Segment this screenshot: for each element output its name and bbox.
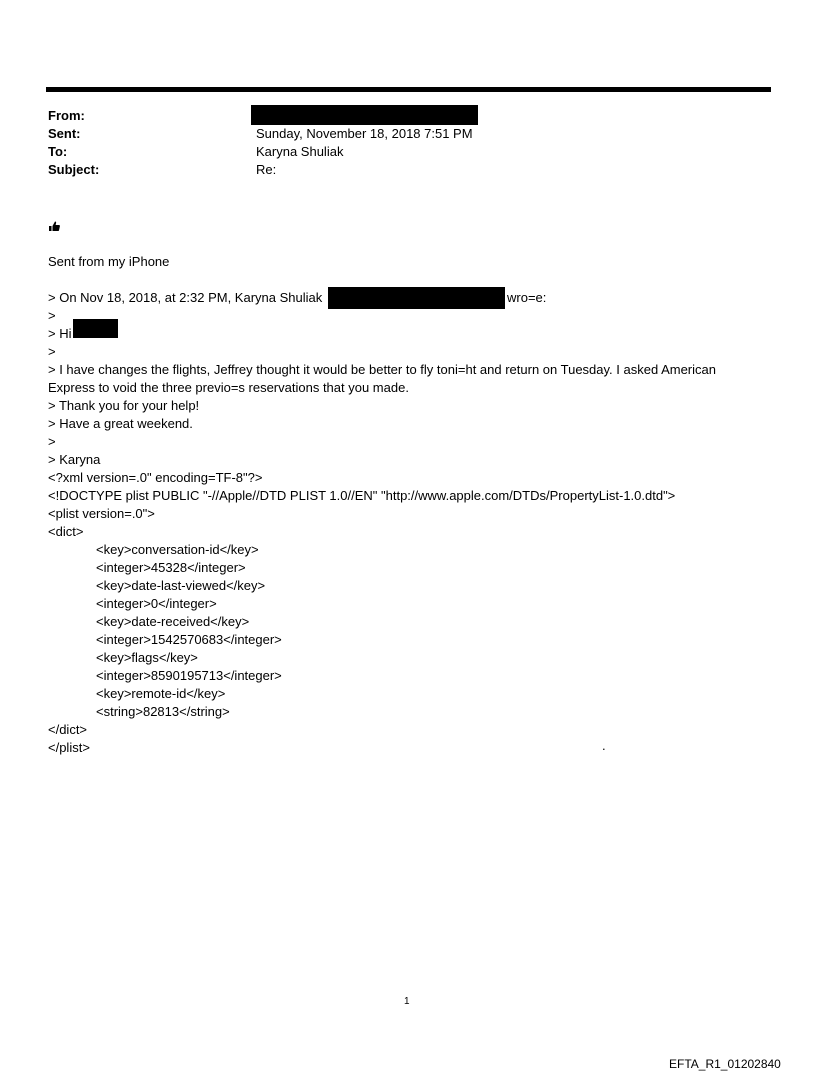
dict-close: </dict>: [48, 722, 88, 737]
dict-line: <key>date-received</key>: [96, 614, 250, 629]
quote-on-line: > On Nov 18, 2018, at 2:32 PM, Karyna Shuliak: [48, 290, 323, 305]
subject-label: Subject:: [48, 162, 100, 177]
to-value: Karyna Shuliak: [256, 144, 344, 159]
quote-hi: > Hi: [48, 326, 72, 341]
plist-close: </plist>: [48, 740, 90, 755]
quote-thanks: > Thank you for your help!: [48, 398, 200, 413]
email-redaction: [328, 287, 505, 309]
subject-value: Re:: [256, 162, 277, 177]
dict-line: <integer>8590195713</integer>: [96, 668, 282, 683]
thumbs-up-icon: [48, 220, 60, 235]
dict-line: <integer>45328</integer>: [96, 560, 246, 575]
dict-line: <key>remote-id</key>: [96, 686, 226, 701]
sent-label: Sent:: [48, 126, 81, 141]
to-label: To:: [48, 144, 68, 159]
sent-value: Sunday, November 18, 2018 7:51 PM: [256, 126, 473, 141]
quote-blank-1: >: [48, 308, 56, 323]
dict-line: <key>conversation-id</key>: [96, 542, 259, 557]
dict-line: <integer>0</integer>: [96, 596, 217, 611]
quote-blank-3: >: [48, 434, 56, 449]
header-rule: [46, 87, 771, 92]
dict-line: <integer>1542570683</integer>: [96, 632, 282, 647]
stray-dot: .: [602, 738, 606, 753]
page-number: 1: [404, 996, 410, 1007]
document-id: EFTA_R1_01202840: [669, 1057, 781, 1071]
doctype-line: <!DOCTYPE plist PUBLIC "-//Apple//DTD PLIST 1.0//EN" "http://www.apple.com/DTDs/PropertyList-1.0.dtd">: [48, 488, 676, 503]
from-redaction: [251, 105, 478, 125]
quote-blank-2: >: [48, 344, 56, 359]
dict-open: <dict>: [48, 524, 84, 539]
name-redaction: [73, 319, 118, 338]
quote-weekend: > Have a great weekend.: [48, 416, 193, 431]
sent-from-line: Sent from my iPhone: [48, 254, 170, 269]
from-label: From:: [48, 108, 85, 123]
dict-line: <string>82813</string>: [96, 704, 230, 719]
plist-open: <plist version=.0">: [48, 506, 155, 521]
xml-declaration: <?xml version=.0" encoding=TF-8"?>: [48, 470, 263, 485]
dict-line: <key>date-last-viewed</key>: [96, 578, 266, 593]
quote-signature: > Karyna: [48, 452, 101, 467]
quote-paragraph: > I have changes the flights, Jeffrey thought it would be better to fly toni=ht and return on Tuesday. I asked American Express to void the three previo=s reservations that you made.: [48, 362, 716, 395]
quote-on-suffix: wro=e:: [507, 290, 547, 305]
dict-line: <key>flags</key>: [96, 650, 198, 665]
